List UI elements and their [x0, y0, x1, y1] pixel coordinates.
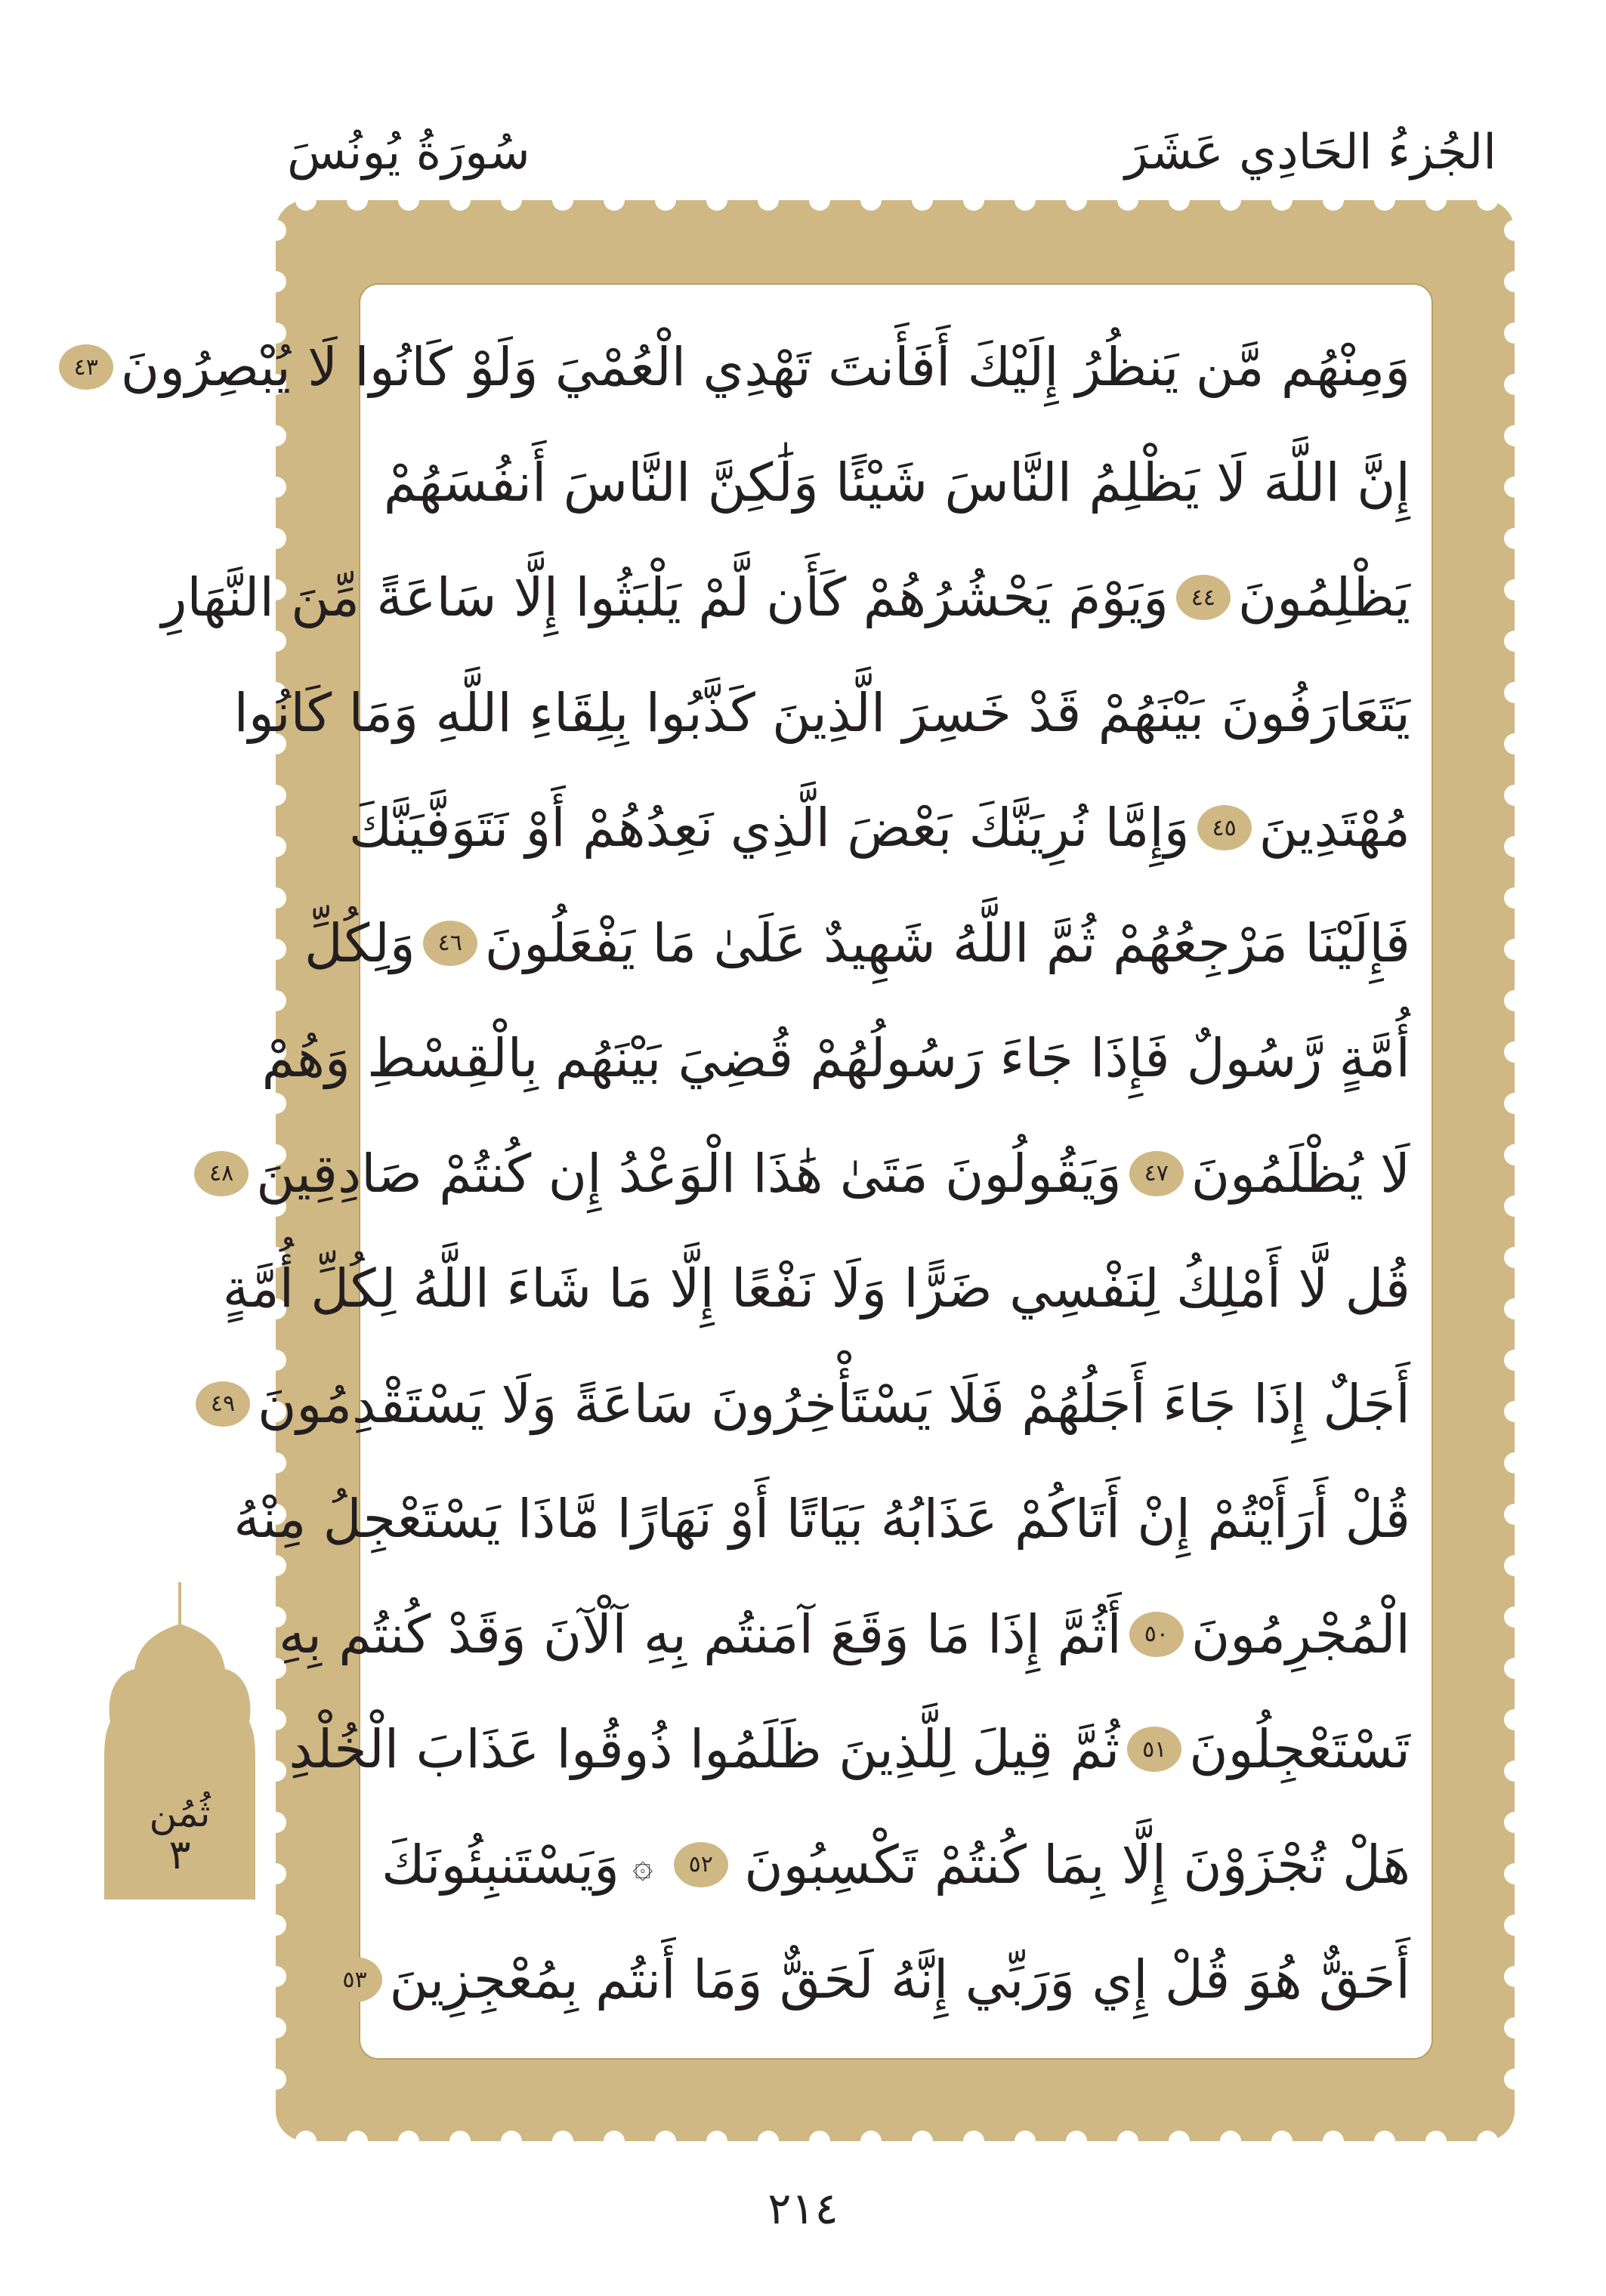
ayah-number-marker: ٤٦	[423, 921, 477, 966]
verse-text: مُهْتَدِينَ	[1259, 797, 1410, 859]
verse-line	[278, 1577, 1410, 1693]
verse-line	[304, 886, 1410, 1001]
verse-line	[233, 1461, 1410, 1577]
hizb-star-icon: ۞	[632, 1844, 653, 1885]
ayah-number-marker: ٤٤	[1176, 575, 1231, 620]
thumun-label	[104, 1791, 255, 1878]
juz-header: الجُزءُ الحَادِي عَشَرَ	[1125, 125, 1496, 181]
verse-line	[381, 1807, 1410, 1923]
verse-text: يَتَعَارَفُونَ بَيْنَهُمْ قَدْ خَسِرَ الَّذِينَ كَذَّبُوا بِلِقَاءِ اللَّهِ وَمَا كَانُوا	[233, 681, 1410, 744]
verse-line	[381, 425, 1410, 541]
thumun-word: ثُمُن	[149, 1791, 211, 1835]
verse-text: هَلْ تُجْزَوْنَ إِلَّا بِمَا كُنتُمْ تَكْسِبُونَ	[744, 1833, 1410, 1896]
ayah-number-marker: ٤٣	[59, 344, 113, 390]
verse-line	[289, 1692, 1410, 1807]
ayah-number-marker: ٤٨	[194, 1151, 249, 1196]
verse-line	[233, 656, 1410, 771]
surah-header: سُورَةُ يُونُسَ	[287, 125, 530, 181]
verse-text: وَيَسْتَنبِئُونَكَ	[381, 1833, 619, 1896]
verse-text: أَثُمَّ إِذَا مَا وَقَعَ آمَنتُم بِهِ آلْآنَ وَقَدْ كُنتُم بِهِ	[278, 1603, 1122, 1665]
ayah-number-marker: ٤٥	[1197, 805, 1252, 850]
verse-line	[210, 1347, 1410, 1462]
verse-text: إِنَّ اللَّهَ لَا يَظْلِمُ النَّاسَ شَيْئًا وَلَٰكِنَّ النَّاسَ أَنفُسَهُمْ	[383, 451, 1410, 514]
ayah-number-marker: ٤٧	[1129, 1151, 1184, 1196]
verse-text: وَيَقُولُونَ مَتَىٰ هَٰذَا الْوَعْدُ إِن كُنتُمْ صَادِقِينَ	[256, 1142, 1122, 1205]
verse-text: ثُمَّ قِيلَ لِلَّذِينَ ظَلَمُوا ذُوقُوا عَذَابَ الْخُلْدِ	[289, 1718, 1120, 1781]
thumun-number: ٣	[168, 1830, 191, 1878]
verse-text: أَجَلٌ إِذَا جَاءَ أَجَلُهُمْ فَلَا يَسْتَأْخِرُونَ سَاعَةً وَلَا يَسْتَقْدِمُونَ	[257, 1372, 1410, 1435]
verse-text: الْمُجْرِمُونَ	[1191, 1603, 1410, 1665]
verse-line	[73, 310, 1410, 425]
verse-line	[161, 540, 1410, 656]
ayah-number-marker: ٤٩	[196, 1381, 250, 1427]
verse-line	[261, 1001, 1410, 1116]
page-number: ٢١٤	[767, 2183, 839, 2234]
verse-text: أُمَّةٍ رَّسُولٌ فَإِذَا جَاءَ رَسُولُهُمْ قُضِيَ بَيْنَهُم بِالْقِسْطِ وَهُمْ	[261, 1027, 1410, 1090]
verse-line	[222, 1231, 1410, 1347]
verse-text: قُل لَّا أَمْلِكُ لِنَفْسِي ضَرًّا وَلَا نَفْعًا إِلَّا مَا شَاءَ اللَّهُ لِكُلِّ أُمَّةٍ	[222, 1258, 1410, 1320]
ayah-number-marker: ٥٣	[328, 1957, 382, 2002]
verse-text: وَلِكُلِّ	[304, 912, 415, 974]
verse-line	[208, 1116, 1410, 1232]
verse-line	[342, 1922, 1410, 2038]
ayah-number-marker: ٥١	[1127, 1727, 1181, 1772]
verse-text: تَسْتَعْجِلُونَ	[1189, 1718, 1410, 1781]
verse-text: لَا يُظْلَمُونَ	[1191, 1142, 1410, 1205]
verse-text: وَإِمَّا نُرِيَنَّكَ بَعْضَ الَّذِي نَعِدُهُمْ أَوْ نَتَوَفَّيَنَّكَ	[348, 797, 1190, 859]
ayah-number-marker: ٥٠	[1129, 1612, 1184, 1657]
verse-text: قُلْ أَرَأَيْتُمْ إِنْ أَتَاكُمْ عَذَابُهُ بَيَاتًا أَوْ نَهَارًا مَّاذَا يَسْتَعْجِلُ مِنْهُ	[233, 1488, 1410, 1551]
verse-text: وَمِنْهُم مَّن يَنظُرُ إِلَيْكَ أَفَأَنتَ تَهْدِي الْعُمْيَ وَلَوْ كَانُوا لَا يُبْصِرُونَ	[120, 336, 1410, 399]
verse-text: فَإِلَيْنَا مَرْجِعُهُمْ ثُمَّ اللَّهُ شَهِيدٌ عَلَىٰ مَا يَفْعَلُونَ	[484, 912, 1410, 974]
verse-line	[348, 770, 1410, 886]
verse-text: وَيَوْمَ يَحْشُرُهُمْ كَأَن لَّمْ يَلْبَثُوا إِلَّا سَاعَةً مِّنَ النَّهَارِ	[161, 566, 1169, 629]
ayah-number-marker: ٥٢	[674, 1842, 728, 1887]
verse-text: أَحَقٌّ هُوَ قُلْ إِي وَرَبِّي إِنَّهُ لَحَقٌّ وَمَا أَنتُم بِمُعْجِزِينَ	[389, 1949, 1410, 2011]
verse-text: يَظْلِمُونَ	[1237, 566, 1410, 629]
